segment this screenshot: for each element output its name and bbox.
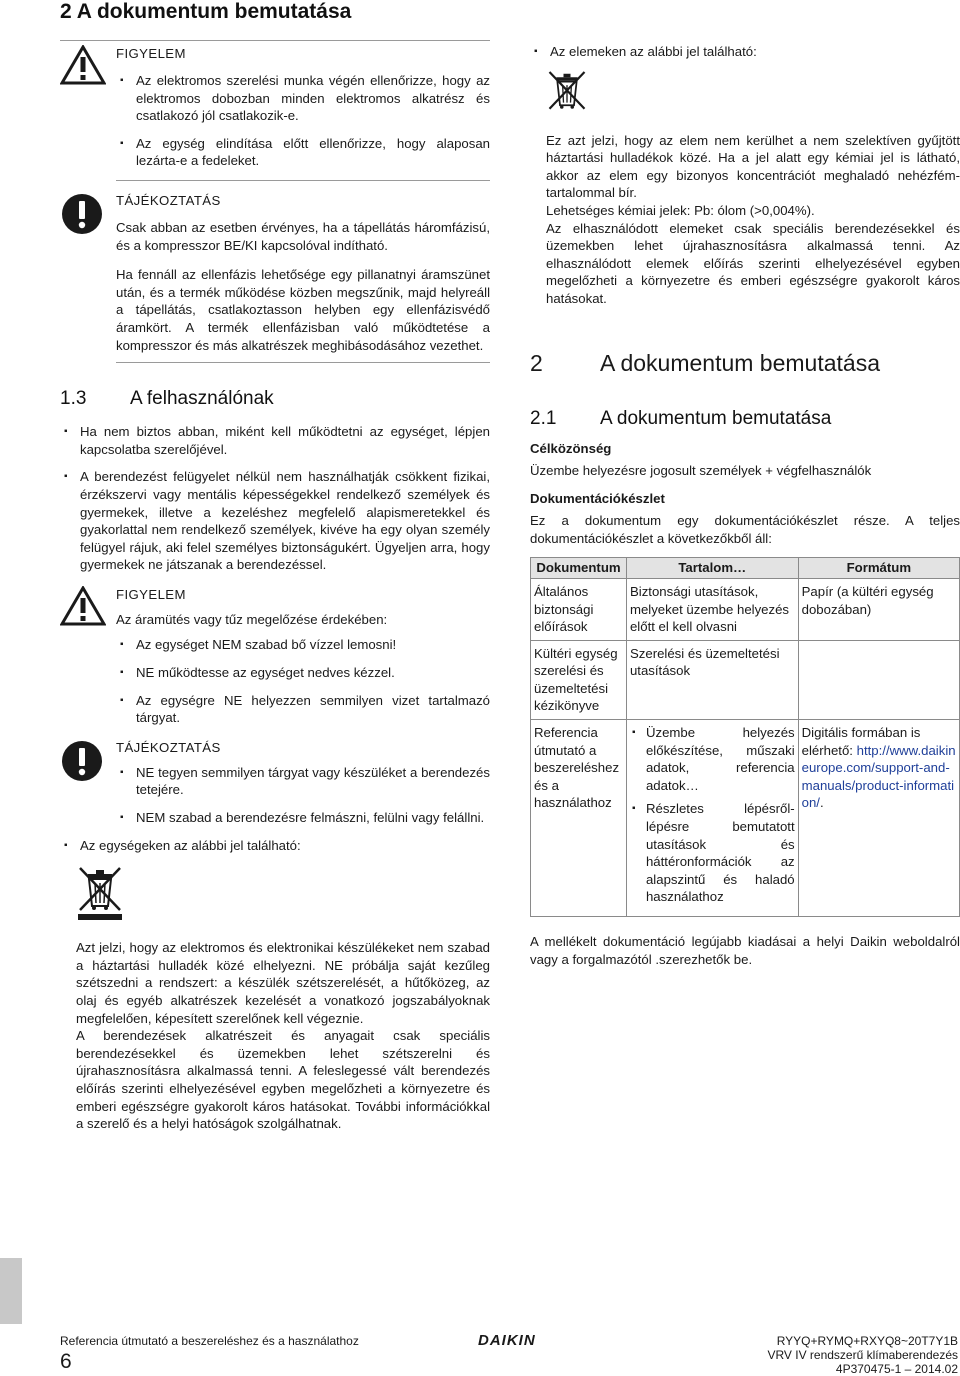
table-cell: [626, 720, 798, 917]
info-label: TÁJÉKOZTATÁS: [116, 192, 221, 208]
info-label: TÁJÉKOZTATÁS: [116, 739, 221, 755]
column-header: Dokumentum: [531, 558, 627, 579]
section-title: A felhasználónak: [130, 388, 274, 410]
list-item: ▪ Az elektromos szerelési munka végén ellenőrizze, hogy az elektromos dobozban minden elektromos alkatrész és csatlakozó jól csatlakozik-e.: [116, 72, 490, 125]
warning-triangle-icon: [60, 586, 106, 631]
list-item: ▪ Az egységre NE helyezzen semmilyen vizet tartalmazó tárgyat.: [116, 692, 490, 727]
list-item: ▪ NEM szabad a berendezésre felmászni, felülni vagy felállni.: [116, 809, 490, 827]
warning-label: FIGYELEM: [116, 586, 186, 602]
chapter-title: A dokumentum bemutatása: [600, 349, 880, 376]
list-item: ▪ NE tegyen semmilyen tárgyat vagy készüléket a berendezés tetejére.: [116, 764, 490, 799]
section-number: 1.3: [60, 388, 87, 410]
footer-left-text: Referencia útmutató a beszereléshez és a használathoz: [60, 1334, 359, 1348]
list-item: ▪ NE működtesse az egységet nedves kézzel.: [116, 664, 490, 682]
table-cell: Kültéri egység szerelési és üzemeltetési kézikönyve: [531, 640, 627, 719]
section-heading: [530, 407, 960, 431]
paragraph: A mellékelt dokumentáció legújabb kiadásai a helyi Daikin weboldalról vagy a forgalmazótól .szerezhetők be.: [530, 934, 960, 967]
table-row: [531, 640, 960, 719]
footer-doc-id: 4P370475-1 – 2014.02: [835, 1362, 958, 1376]
table-row: [531, 720, 960, 917]
footer-product: VRV IV rendszerű klímaberendezés: [767, 1348, 958, 1362]
subheading-target: Célközönség: [530, 440, 612, 456]
paragraph: Az áramütés vagy tűz megelőzése érdekében:: [116, 611, 388, 627]
list-item: ▪ Az egység elindítása előtt ellenőrizze, hogy alaposan lezárta-e a fedeleket.: [116, 135, 490, 170]
list-item: ▪ Részletes lépésről-lépésre bemutatott utasítások és háttéronformációk az alapszintű és haladó használathoz: [630, 800, 795, 906]
right-column: [530, 40, 960, 968]
table-header-row: [531, 558, 960, 579]
paragraph: Csak abban az esetben érvényes, ha a tápellátás háromfázisú, és a kompresszor BE/KI kapcsolóval indítható.: [116, 219, 490, 253]
list-item: ▪ Az elemeken az alábbi jel található:: [530, 43, 960, 61]
column-header: Tartalom…: [626, 558, 798, 579]
daikin-logo: DAIKIN: [478, 1332, 536, 1349]
info-exclamation-icon: [60, 192, 104, 241]
divider: [116, 362, 490, 363]
paragraph: Azt jelzi, hogy az elektromos és elektronikai készülékeket nem szabad a háztartási hulladék közé elhelyezni. NE próbálja saját kezűleg szétszedni a rendszert: a készülék szétszerelését, a hűtőközeg, az olaj és egyéb alkatrészek kezelését a vonatkozó jogszabályoknak megfelelően, képesített szerelőnek kell végeznie.: [76, 940, 490, 1026]
warning-label: FIGYELEM: [116, 46, 186, 61]
table-cell: Általános biztonsági előírások: [531, 578, 627, 640]
table-cell: Referencia útmutató a beszereléshez és a használathoz: [531, 720, 627, 917]
chapter-number: 2: [530, 349, 543, 376]
paragraph: Üzembe helyezésre jogosult személyek + végfelhasználók: [530, 462, 872, 478]
format-text: Digitális formában is elérhető:: [801, 725, 921, 758]
paragraph: Lehetséges kémiai jelek: Pb: ólom (>0,004%).: [546, 202, 815, 218]
subheading-docset: Dokumentációkészlet: [530, 491, 665, 507]
info-callout-1: [60, 181, 490, 354]
warning-triangle-icon: [60, 45, 106, 90]
table-cell: Papír (a kültéri egység dobozában): [798, 578, 959, 640]
info-callout-2: [60, 737, 490, 827]
warning-callout-2: [60, 584, 490, 727]
table-cell: Biztonsági utasítások, melyeket üzembe helyezés előtt el kell olvasni: [626, 578, 798, 640]
section-title: A dokumentum bemutatása: [600, 407, 832, 429]
paragraph: Ez azt jelzi, hogy az elem nem kerülhet a nem szelektíven gyűjtött háztartási hulladékok közé. Ha a jel alatt egy kémiai jel is látható, akkor az elem egy bizonyos koncentrációt meghaladó nehézfém-tartalommal bír.: [546, 132, 960, 201]
footer-model: RYYQ+RYMQ+RXYQ8~20T7Y1B: [776, 1334, 958, 1348]
page-number: 6: [60, 1350, 72, 1373]
table-cell: [798, 720, 959, 917]
footer-right-block: [767, 1334, 958, 1376]
side-tab-marker: [0, 1258, 22, 1324]
table-cell: [798, 640, 959, 719]
list-item: ▪ A berendezést felügyelet nélkül nem használhatják csökkent fizikai, érzékszervi vagy mentális képességekkel rendelkező személyek és gyermekek, illetve a kezeléshez megfelelő alapismeretekkel és gyakorlattal nem rendelkező személyek, kivéve ha egy olyan személy felügyel rájuk, aki felel személyes biztonságukért. Ügyeljen arra, hogy gyermekek ne játszanak a berendezéssel.: [60, 468, 490, 574]
column-header: Formátum: [798, 558, 959, 579]
daikin-support-link[interactable]: http://www.daikineurope.com/support-and-manuals/product-information/: [801, 742, 956, 811]
list-item: ▪ Üzembe helyezés előkészítése, műszaki adatok, referencia adatok…: [630, 724, 795, 794]
paragraph: Az elhasználódott elemeket csak speciális berendezésekkel és üzemekben lehet újrahasznosításra alkalmassá tenni. Az elhasználódott elemek előírás szerinti elhelyezésével egyben megelőzheti a környezetre és emberi egészségre gyakorolt káros hatásokat.: [546, 220, 960, 306]
list-item: ▪ Ha nem biztos abban, miként kell működtetni az egységet, lépjen kapcsolatba szerelőjével.: [60, 423, 490, 458]
section-number: 2.1: [530, 407, 557, 429]
crossed-bin-icon: [76, 864, 490, 925]
paragraph: A berendezések alkatrészeit és anyagait csak speciális berendezésekkel és üzemekben lehet szétszerelni és újrahasznosításra alkalmassá tenni. A feleslegessé vált berendezés előírás szerinti elhelyezésével egyben megelőzheti a környezetre és emberi egészségre gyakorolt káros hatásokat. További információkkal a szerelő és a helyi hatóságok szolgálhatnak.: [76, 1028, 490, 1132]
left-column: [60, 40, 490, 1133]
chapter-heading: [530, 350, 960, 377]
section-heading: [60, 387, 490, 411]
format-suffix: .: [819, 795, 824, 811]
list-item: ▪ Az egységet NEM szabad bő vízzel lemosni!: [116, 636, 490, 654]
list-item: ▪ Az egységeken az alábbi jel található:: [60, 837, 490, 855]
table-cell: Szerelési és üzemeltetési utasítások: [626, 640, 798, 719]
page-header-title: 2 A dokumentum bemutatása: [60, 0, 352, 23]
paragraph: Ez a dokumentum egy dokumentációkészlet része. A teljes dokumentációkészlet a következőkből áll:: [530, 513, 960, 546]
table-row: [531, 578, 960, 640]
crossed-bin-icon: [546, 67, 960, 124]
documentation-table: [530, 557, 960, 917]
warning-callout-1: [60, 41, 490, 170]
info-exclamation-icon: [60, 739, 104, 788]
paragraph: Ha fennáll az ellenfázis lehetősége egy pillanatnyi áramszünet után, és a termék működése közben megszűnik, majd helyreáll a tápellátás, csatlakoztasson helyben egy ellenfázisvédő áramkört. A termék ellenfázisban való működtetése a kompresszor és más alkatrészek meghibásodásához vezethet.: [116, 267, 490, 353]
